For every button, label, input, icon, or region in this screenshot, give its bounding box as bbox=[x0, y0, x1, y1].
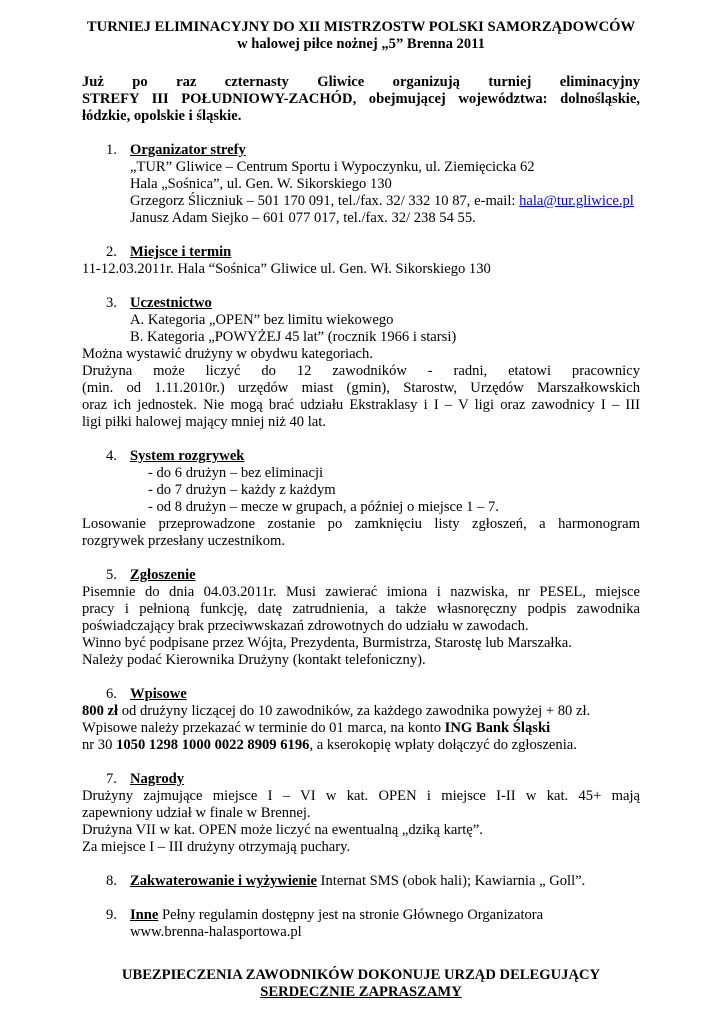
registration-line-3: poświadczający brak przeciwwskazań zdrowotnych do udziału w zawodach. bbox=[82, 618, 529, 634]
section-system bbox=[82, 448, 640, 550]
registration-line-4: Winno być podpisane przez Wójta, Prezydenta, Burmistrza, Starostę lub Marszałka. bbox=[82, 635, 572, 651]
section-other bbox=[82, 907, 640, 941]
website-url: www.brenna-halasportowa.pl bbox=[130, 924, 302, 940]
organizer-line-1: „TUR” Gliwice – Centrum Sportu i Wypoczynku, ul. Ziemięcicka 62 bbox=[130, 159, 535, 175]
category-a: A. Kategoria „OPEN” bez limitu wiekowego bbox=[130, 312, 394, 328]
account-prefix: nr 30 bbox=[82, 737, 117, 753]
awards-line-3: Drużyna VII w kat. OPEN może liczyć na ewentualną „dziką kartę”. bbox=[82, 822, 483, 838]
awards-line-2: zapewniony udział w finale w Brennej. bbox=[82, 805, 311, 821]
section-heading: Organizator strefy bbox=[130, 142, 246, 158]
document-title bbox=[82, 19, 640, 53]
fee-transfer-text: Wpisowe należy przekazać w terminie do 01 marca, na konto bbox=[82, 720, 445, 736]
section-heading: Nagrody bbox=[130, 771, 185, 787]
bank-name: ING Bank Śląski bbox=[444, 720, 551, 736]
section-organizer bbox=[82, 142, 640, 227]
other-line bbox=[130, 907, 543, 924]
account-number: 1050 1298 1000 0022 8909 6196 bbox=[116, 737, 310, 753]
section-registration bbox=[82, 567, 640, 669]
registration-line-2: pracy i pełnioną funkcję, datę zatrudnienia, a także własnoręczny podpis zawodnika bbox=[82, 601, 640, 617]
registration-line-1: Pisemnie do dnia 04.03.2011r. Musi zawierać imiona i nazwiska, nr PESEL, miejsce bbox=[82, 584, 640, 600]
participation-line-1: Można wystawić drużyny w obydwu kategoriach. bbox=[82, 346, 373, 362]
contact-text: Grzegorz Śliczniuk – 501 170 091, tel./fax. 32/ 332 10 87, e-mail: bbox=[130, 193, 520, 209]
accommodation-line bbox=[130, 873, 585, 890]
section-fee bbox=[82, 686, 640, 754]
fee-line-1 bbox=[82, 703, 640, 720]
system-item-3: - od 8 drużyn – mecze w grupach, a później o miejsce 1 – 7. bbox=[148, 499, 499, 515]
document-page bbox=[82, 19, 640, 1001]
section-number: 7. bbox=[106, 771, 117, 787]
category-b: B. Kategoria „POWYŻEJ 45 lat” (rocznik 1966 i starsi) bbox=[130, 329, 457, 345]
fee-text: od drużyny liczącej do 10 zawodników, za każdego zawodnika powyżej + 80 zł. bbox=[118, 703, 591, 719]
section-place-date bbox=[82, 244, 640, 278]
system-line-1: Losowanie przeprowadzone zostanie po zamknięciu listy zgłoszeń, a harmonogram bbox=[82, 516, 640, 532]
fee-amount: 800 zł bbox=[82, 703, 119, 719]
intro-line-1: Już po raz czternasty Gliwice organizują turniej eliminacyjny bbox=[82, 74, 640, 90]
title-line-2: w halowej piłce nożnej „5” Brenna 2011 bbox=[237, 36, 485, 52]
section-participation bbox=[82, 295, 640, 431]
footer bbox=[82, 967, 640, 1001]
other-text: Pełny regulamin dostępny jest na stronie Głównego Organizatora bbox=[158, 907, 544, 923]
section-heading: Wpisowe bbox=[130, 686, 187, 702]
intro-paragraph bbox=[82, 74, 640, 125]
organizer-line-4: Janusz Adam Siejko – 601 077 017, tel./fax. 32/ 238 54 55. bbox=[130, 210, 476, 226]
section-awards bbox=[82, 771, 640, 856]
section-number: 6. bbox=[106, 686, 117, 702]
section-heading: Inne bbox=[130, 907, 159, 923]
accommodation-text: Internat SMS (obok hali); Kawiarnia „ Goll”. bbox=[317, 873, 586, 889]
fee-line-2 bbox=[82, 720, 640, 737]
section-heading: Miejsce i termin bbox=[130, 244, 232, 260]
footer-line-2: SERDECZNIE ZAPRASZAMY bbox=[260, 984, 462, 1000]
section-number: 8. bbox=[106, 873, 117, 889]
awards-line-1: Drużyny zajmujące miejsce I – VI w kat. OPEN i miejsce I-II w kat. 45+ mają bbox=[82, 788, 640, 804]
section-number: 4. bbox=[106, 448, 117, 464]
section-heading: Zakwaterowanie i wyżywienie bbox=[130, 873, 317, 889]
registration-line-5: Należy podać Kierownika Drużyny (kontakt telefoniczny). bbox=[82, 652, 426, 668]
participation-line-5: ligi piłki halowej mający mniej niż 40 lat. bbox=[82, 414, 326, 430]
fee-line-3 bbox=[82, 737, 640, 754]
section-number: 9. bbox=[106, 907, 117, 923]
participation-line-3: (min. od 1.11.2010r.) urzędów miast (gmin), Starostw, Urzędów Marszałkowskich bbox=[82, 380, 640, 396]
participation-line-4: oraz ich jednostek. Nie mogą brać udziału Ekstraklasy i I – V ligi oraz zawodnicy I – III bbox=[82, 397, 640, 413]
section-heading: Uczestnictwo bbox=[130, 295, 212, 311]
section-number: 1. bbox=[106, 142, 117, 158]
awards-line-4: Za miejsce I – III drużyny otrzymają puchary. bbox=[82, 839, 351, 855]
system-line-2: rozgrywek przesłany uczestnikom. bbox=[82, 533, 286, 549]
section-heading: Zgłoszenie bbox=[130, 567, 196, 583]
place-date-line: 11-12.03.2011r. Hala “Sośnica” Gliwice ul. Gen. Wł. Sikorskiego 130 bbox=[82, 261, 491, 277]
section-number: 2. bbox=[106, 244, 117, 260]
title-line-1: TURNIEJ ELIMINACYJNY DO XII MISTRZOSTW POLSKI SAMORZĄDOWCÓW bbox=[86, 19, 636, 35]
footer-line-1: UBEZPIECZENIA ZAWODNIKÓW DOKONUJE URZĄD DELEGUJĄCY bbox=[121, 967, 601, 983]
section-number: 5. bbox=[106, 567, 117, 583]
system-item-2: - do 7 drużyn – każdy z każdym bbox=[148, 482, 336, 498]
section-heading: System rozgrywek bbox=[130, 448, 245, 464]
section-number: 3. bbox=[106, 295, 117, 311]
intro-line-3: łódzkie, opolskie i śląskie. bbox=[82, 108, 242, 124]
participation-line-2: Drużyna może liczyć do 12 zawodników - radni, etatowi pracownicy bbox=[82, 363, 640, 379]
organizer-line-2: Hala „Sośnica”, ul. Gen. W. Sikorskiego 130 bbox=[130, 176, 392, 192]
intro-line-2: STREFY III POŁUDNIOWY-ZACHÓD, obejmującej województwa: dolnośląskie, bbox=[82, 91, 640, 107]
system-item-1: - do 6 drużyn – bez eliminacji bbox=[148, 465, 324, 481]
section-accommodation bbox=[82, 873, 640, 890]
organizer-line-3 bbox=[82, 193, 640, 210]
email-link[interactable]: hala@tur.gliwice.pl bbox=[519, 193, 634, 209]
account-suffix: , a kserokopię wpłaty dołączyć do zgłoszenia. bbox=[309, 737, 577, 753]
